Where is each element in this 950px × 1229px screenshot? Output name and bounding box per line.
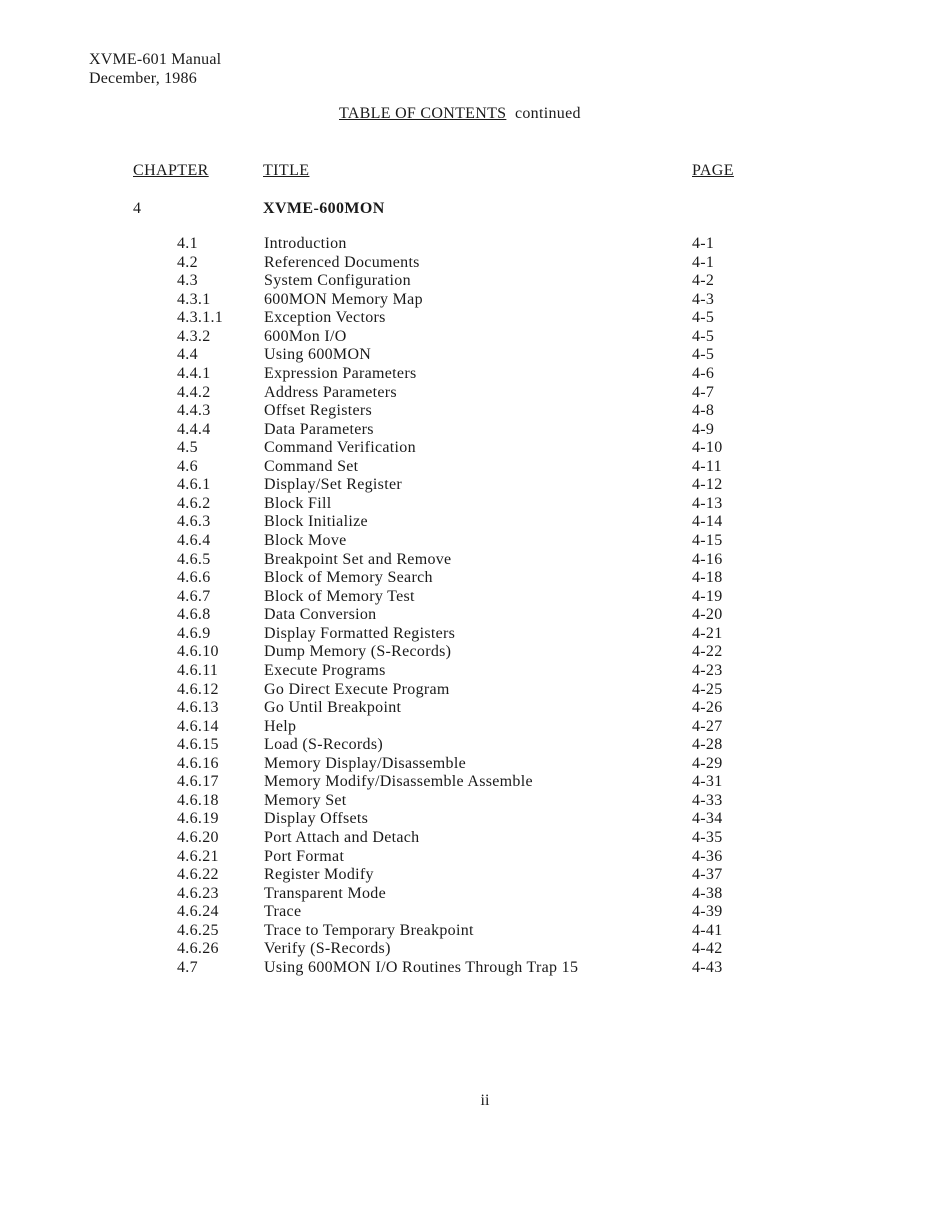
toc-entry-number: 4.7 [177, 958, 198, 976]
toc-entry [0, 625, 950, 644]
toc-entry-title: Transparent Mode [264, 884, 386, 902]
toc-entry [0, 810, 950, 829]
toc-entry-page: 4-31 [692, 773, 723, 791]
toc-entry-title: Display Offsets [264, 810, 369, 828]
toc-entry-title: Data Conversion [264, 606, 377, 624]
toc-entry-page: 4-43 [692, 958, 723, 976]
toc-entry [0, 792, 950, 811]
toc-entry [0, 903, 950, 922]
manual-date: December, 1986 [89, 70, 197, 87]
toc-entry-title: Block Fill [264, 494, 332, 512]
column-header-chapter: CHAPTER [133, 162, 209, 179]
toc-entry-number: 4.6 [177, 457, 198, 475]
toc-entry-page: 4-13 [692, 494, 723, 512]
toc-entry [0, 309, 950, 328]
toc-entry-number: 4.6.6 [177, 569, 211, 587]
toc-title: TABLE OF CONTENTS [339, 105, 507, 122]
toc-entry-number: 4.6.5 [177, 550, 211, 568]
page-number: ii [480, 1092, 490, 1109]
toc-entry-page: 4-6 [692, 364, 715, 382]
toc-entry [0, 291, 950, 310]
toc-entry-title: System Configuration [264, 272, 411, 290]
toc-entry-page: 4-29 [692, 754, 723, 772]
chapter-title: XVME-600MON [263, 200, 385, 217]
toc-entry-page: 4-5 [692, 309, 715, 327]
toc-entry-page: 4-39 [692, 903, 723, 921]
toc-entry-number: 4.6.20 [177, 829, 219, 846]
toc-entry-page: 4-2 [692, 272, 715, 290]
toc-entry-title: Block Move [264, 532, 347, 549]
toc-entry-page: 4-21 [692, 624, 723, 642]
toc-entry-page: 4-1 [692, 253, 715, 271]
toc-entry [0, 513, 950, 532]
toc-entry-title: Memory Modify/Disassemble Assemble [264, 773, 533, 791]
toc-entry-number: 4.6.3 [177, 513, 211, 531]
toc-entry [0, 569, 950, 588]
toc-entry [0, 495, 950, 514]
toc-entry-title: 600MON Memory Map [264, 290, 423, 308]
chapter-number: 4 [133, 200, 141, 217]
toc-entry [0, 421, 950, 440]
toc-entry-list [0, 235, 950, 978]
toc-entry [0, 773, 950, 792]
column-header-title: TITLE [263, 162, 310, 179]
toc-entry [0, 532, 950, 551]
toc-entry-title: Trace to Temporary Breakpoint [264, 921, 474, 939]
column-header-page: PAGE [692, 162, 734, 179]
toc-entry [0, 365, 950, 384]
toc-entry-page: 4-28 [692, 736, 723, 754]
toc-entry-number: 4.6.12 [177, 680, 219, 698]
toc-entry [0, 681, 950, 700]
toc-entry-title: Memory Display/Disassemble [264, 754, 466, 772]
manual-name: XVME-601 Manual [89, 51, 222, 68]
toc-entry-number: 4.6.7 [177, 587, 211, 605]
toc-entry-number: 4.6.11 [177, 661, 219, 679]
toc-entry-number: 4.6.14 [177, 717, 219, 735]
toc-entry-page: 4-10 [692, 439, 723, 457]
toc-entry-number: 4.4.4 [177, 420, 211, 438]
toc-entry-page: 4-3 [692, 290, 715, 308]
toc-title-suffix: continued [514, 105, 581, 122]
toc-entry-title: Address Parameters [264, 383, 397, 401]
toc-entry-number: 4.5 [177, 439, 198, 457]
toc-entry-page: 4-14 [692, 513, 723, 531]
toc-entry-number: 4.6.26 [177, 940, 219, 958]
toc-entry-title: Block of Memory Test [264, 587, 415, 605]
toc-entry-title: Go Direct Execute Program [264, 680, 450, 698]
toc-entry-title: Command Verification [264, 439, 416, 457]
toc-entry [0, 346, 950, 365]
toc-entry [0, 588, 950, 607]
toc-entry-title: Port Attach and Detach [264, 829, 420, 846]
toc-entry-title: Help [264, 717, 297, 735]
toc-entry-page: 4-12 [692, 476, 723, 494]
toc-entry-page: 4-8 [692, 402, 715, 420]
toc-entry-title: Go Until Breakpoint [264, 699, 402, 717]
toc-entry-page: 4-11 [692, 457, 722, 475]
toc-entry-title: Referenced Documents [264, 253, 420, 271]
toc-entry-number: 4.3.2 [177, 327, 211, 345]
toc-entry [0, 699, 950, 718]
toc-entry-page: 4-9 [692, 420, 715, 438]
toc-entry [0, 848, 950, 867]
toc-entry-page: 4-27 [692, 717, 723, 735]
toc-entry [0, 272, 950, 291]
toc-entry-page: 4-20 [692, 606, 723, 624]
toc-entry-title: Using 600MON [264, 346, 372, 364]
toc-entry-number: 4.6.15 [177, 736, 219, 754]
toc-entry [0, 606, 950, 625]
toc-entry [0, 866, 950, 885]
toc-entry-page: 4-22 [692, 643, 723, 661]
toc-heading [339, 105, 581, 123]
toc-entry-title: Block Initialize [264, 513, 368, 531]
toc-entry [0, 476, 950, 495]
toc-entry [0, 458, 950, 477]
toc-entry-page: 4-35 [692, 829, 723, 846]
toc-entry [0, 439, 950, 458]
toc-entry [0, 755, 950, 774]
toc-entry [0, 384, 950, 403]
toc-entry-title: Memory Set [264, 791, 347, 809]
toc-entry [0, 402, 950, 421]
toc-entry-title: Breakpoint Set and Remove [264, 550, 452, 568]
toc-entry-number: 4.3.1.1 [177, 309, 224, 327]
toc-entry-number: 4.3.1 [177, 290, 211, 308]
toc-entry-title: Port Format [264, 847, 345, 865]
toc-entry-number: 4.6.25 [177, 921, 219, 939]
toc-entry-title: Introduction [264, 235, 347, 252]
toc-entry-page: 4-25 [692, 680, 723, 698]
toc-entry-title: Load (S-Records) [264, 736, 383, 754]
toc-entry [0, 959, 950, 978]
toc-entry-number: 4.6.18 [177, 791, 219, 809]
toc-entry-number: 4.6.2 [177, 494, 211, 512]
toc-entry-number: 4.6.4 [177, 532, 211, 549]
toc-entry-title: Using 600MON I/O Routines Through Trap 15 [264, 958, 579, 976]
toc-entry-number: 4.6.24 [177, 903, 219, 921]
toc-entry-number: 4.6.23 [177, 884, 219, 902]
toc-entry [0, 885, 950, 904]
toc-entry-number: 4.4.3 [177, 402, 211, 420]
toc-entry-page: 4-42 [692, 940, 723, 958]
toc-entry-page: 4-19 [692, 587, 723, 605]
toc-entry [0, 254, 950, 273]
toc-entry [0, 551, 950, 570]
toc-entry-number: 4.6.9 [177, 624, 211, 642]
toc-entry-number: 4.6.19 [177, 810, 219, 828]
toc-entry-title: Register Modify [264, 866, 374, 884]
toc-entry-title: Trace [264, 903, 302, 921]
toc-entry-page: 4-15 [692, 532, 723, 549]
toc-entry-page: 4-33 [692, 791, 723, 809]
toc-entry [0, 235, 950, 254]
toc-entry-page: 4-7 [692, 383, 715, 401]
toc-entry-number: 4.6.10 [177, 643, 219, 661]
toc-entry-number: 4.4.1 [177, 364, 211, 382]
toc-entry-title: Verify (S-Records) [264, 940, 391, 958]
toc-entry-page: 4-36 [692, 847, 723, 865]
toc-entry-page: 4-34 [692, 810, 723, 828]
toc-entry-number: 4.3 [177, 272, 198, 290]
toc-entry-page: 4-16 [692, 550, 723, 568]
toc-entry-number: 4.6.13 [177, 699, 219, 717]
toc-entry-page: 4-38 [692, 884, 723, 902]
toc-entry [0, 829, 950, 848]
toc-entry [0, 643, 950, 662]
toc-entry-title: Expression Parameters [264, 364, 417, 382]
toc-entry-title: Data Parameters [264, 420, 374, 438]
toc-entry-number: 4.4.2 [177, 383, 211, 401]
toc-entry-number: 4.4 [177, 346, 198, 364]
toc-entry-number: 4.6.1 [177, 476, 211, 494]
toc-entry-title: Execute Programs [264, 661, 386, 679]
toc-entry-title: 600Mon I/O [264, 327, 347, 345]
toc-entry-number: 4.1 [177, 235, 198, 252]
toc-entry-number: 4.6.16 [177, 754, 219, 772]
toc-entry [0, 940, 950, 959]
toc-entry-number: 4.6.21 [177, 847, 219, 865]
toc-entry-number: 4.2 [177, 253, 198, 271]
toc-entry-title: Exception Vectors [264, 309, 386, 327]
toc-entry-page: 4-5 [692, 346, 715, 364]
toc-entry [0, 718, 950, 737]
toc-entry [0, 662, 950, 681]
toc-entry-number: 4.6.22 [177, 866, 219, 884]
toc-entry-number: 4.6.17 [177, 773, 219, 791]
toc-entry-title: Command Set [264, 457, 359, 475]
toc-entry-page: 4-26 [692, 699, 723, 717]
toc-entry-title: Dump Memory (S-Records) [264, 643, 452, 661]
toc-entry-page: 4-37 [692, 866, 723, 884]
toc-entry-page: 4-1 [692, 235, 715, 252]
toc-entry-page: 4-23 [692, 661, 723, 679]
toc-entry-title: Display Formatted Registers [264, 624, 456, 642]
toc-entry-title: Offset Registers [264, 402, 373, 420]
toc-entry-page: 4-41 [692, 921, 723, 939]
toc-entry-number: 4.6.8 [177, 606, 211, 624]
toc-entry [0, 328, 950, 347]
toc-entry-page: 4-5 [692, 327, 715, 345]
toc-entry-title: Block of Memory Search [264, 569, 433, 587]
toc-entry [0, 736, 950, 755]
toc-entry [0, 922, 950, 941]
toc-entry-title: Display/Set Register [264, 476, 402, 494]
toc-entry-page: 4-18 [692, 569, 723, 587]
